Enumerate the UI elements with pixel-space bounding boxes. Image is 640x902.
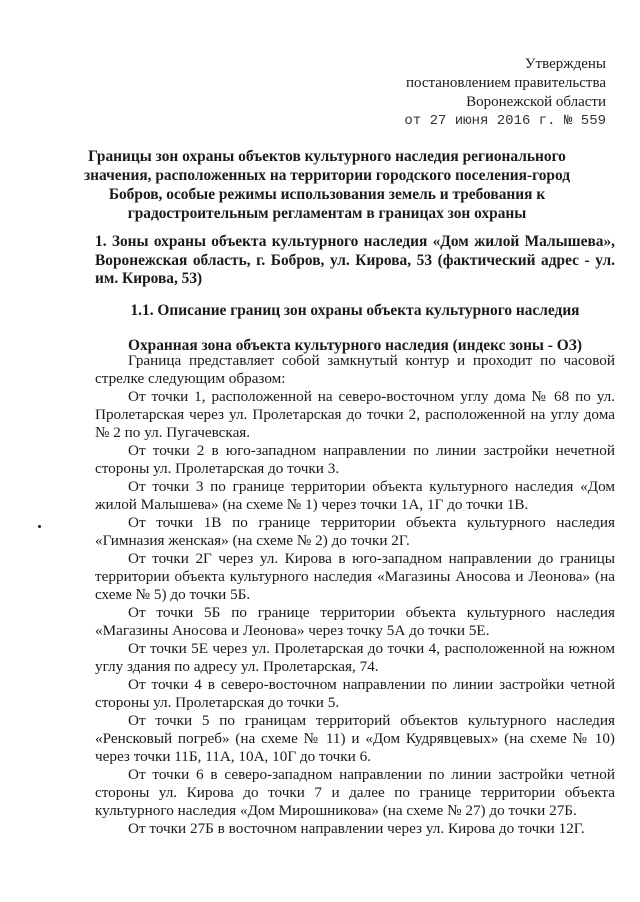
zone-heading: Охранная зона объекта культурного наследия (индекс зоны - ОЗ) (127, 337, 582, 354)
paragraph: От точки 5Б по границе территории объекта культурного наследия «Магазины Аносова и Леонова» через точку 5А до точки 5Е. (95, 604, 615, 639)
approval-line-2: постановлением правительства (405, 75, 606, 91)
paragraph: От точки 1, расположенной на северо-восточном углу дома № 68 по ул. Пролетарская через ул. Пролетарская до точки 2, расположенной на углу дома № 2 по ул. Пугачевская. (95, 388, 615, 441)
paragraph: От точки 5 по границам территорий объектов культурного наследия «Ренсковый погреб» (на схеме № 11) и «Дом Кудрявцевых» (на схеме № 10) через точки 11Б, 11А, 10А, 10Г до точки 6. (95, 712, 615, 765)
paragraph: От точки 6 в северо-западном направлении по линии застройки четной стороны ул. Кирова до точки 7 и далее по границе территории объекта культурного наследия «Дом Мирошникова» (на схеме № 27) до точки 27Б. (95, 766, 615, 819)
paragraph: От точки 3 по границе территории объекта культурного наследия «Дом жилой Малышева» (на схеме № 1) через точки 1А, 1Г до точки 1В. (95, 478, 615, 513)
section-1-heading: 1. Зоны охраны объекта культурного наследия «Дом жилой Малышева», Воронежская область, г. Бобров, ул. Кирова, 53 (фактический адрес - ул. им. Кирова, 53) (95, 233, 615, 287)
paragraph: От точки 27Б в восточном направлении через ул. Кирова до точки 12Г. (128, 820, 585, 837)
approval-line-3: Воронежской области (466, 94, 606, 110)
document-body (95, 352, 615, 838)
document-title: Границы зон охраны объектов культурного наследия регионального значения, расположенных на территории городского поселения-город Бобров, особые режимы использования земель и требования к градостроительным регламентам в границах зон охраны (83, 148, 571, 222)
paragraph: От точки 5Е через ул. Пролетарская до точки 4, расположенной на южном углу здания по адресу ул. Пролетарская, 74. (95, 640, 615, 675)
section-1-1-heading: 1.1. Описание границ зон охраны объекта культурного наследия (130, 302, 580, 319)
approval-line-1: Утверждены (524, 56, 606, 72)
paragraph: От точки 4 в северо-восточном направлении по линии застройки четной стороны ул. Пролетарская до точки 5. (95, 676, 615, 711)
approval-block (346, 55, 606, 131)
paragraph: Граница представляет собой замкнутый контур и проходит по часовой стрелке следующим образом: (95, 352, 615, 387)
paragraph: От точки 2Г через ул. Кирова в юго-западном направлении до границы территории объекта культурного наследия «Магазины Аносова и Леонова» (на схеме № 5) до точки 5Б. (95, 550, 615, 603)
paragraph: От точки 2 в юго-западном направлении по линии застройки нечетной стороны ул. Пролетарская до точки 3. (95, 442, 615, 477)
scan-speck (38, 525, 41, 528)
paragraph: От точки 1В по границе территории объекта культурного наследия «Гимназия женская» (на схеме № 2) до точки 2Г. (95, 514, 615, 549)
approval-date-stamp: от 27 июня 2016 г. № 559 (404, 113, 606, 129)
